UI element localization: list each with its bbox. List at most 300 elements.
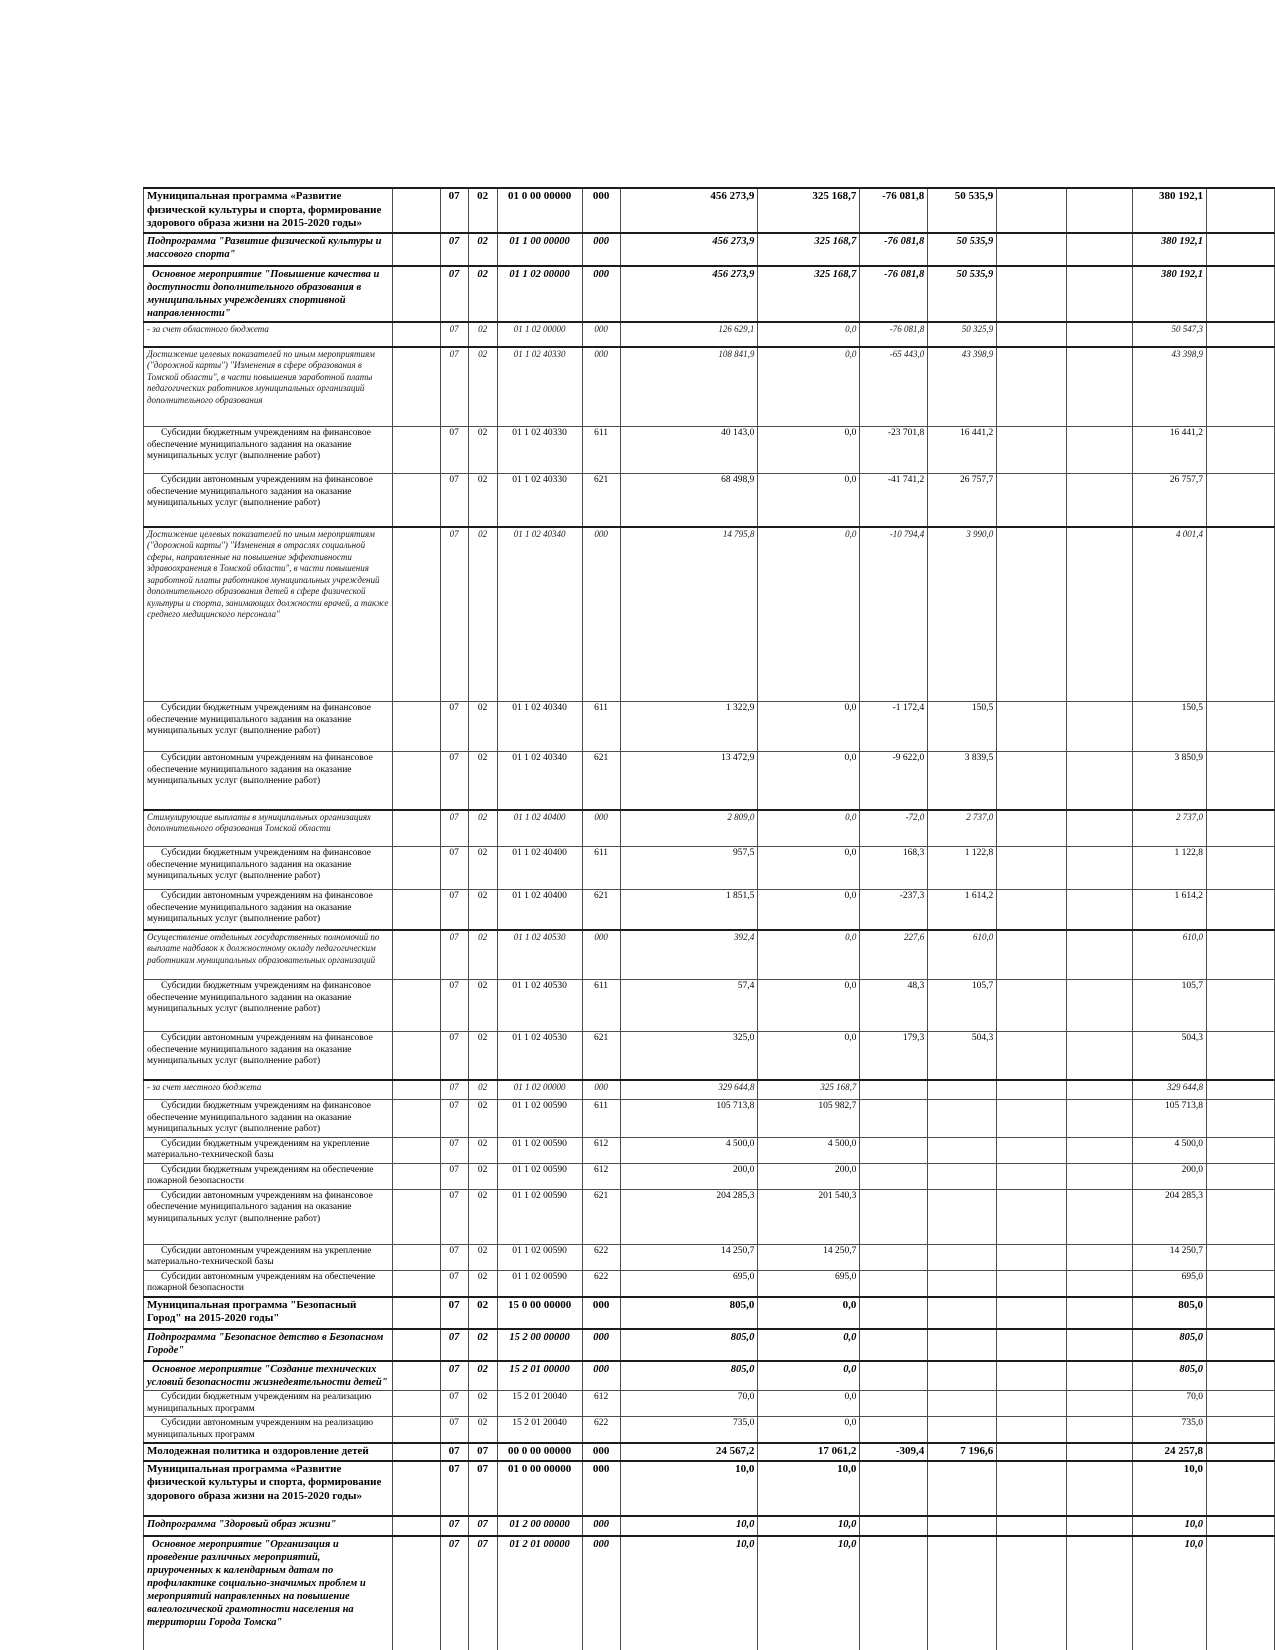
cell-blank xyxy=(392,810,440,847)
table-row xyxy=(144,527,1275,702)
cell-description: Основное мероприятие "Организация и проведение различных мероприятий, приуроченных к календарным датам по профилактике социально-значимых проблем и мероприятий направленных на повышение валеологической грамотности населения на территории Города Томска" xyxy=(144,1536,393,1650)
cell-section-code: 07 xyxy=(440,1329,468,1361)
cell-section-code: 07 xyxy=(440,1100,468,1138)
cell-amount-adjusted xyxy=(928,1189,997,1244)
cell-blank xyxy=(997,474,1067,527)
cell-expense-type-code: 000 xyxy=(582,188,620,233)
cell-amount-total: 200,0 xyxy=(1133,1163,1207,1189)
cell-blank-edge xyxy=(1206,1100,1274,1138)
cell-target-article-code: 01 2 01 00000 xyxy=(497,1536,582,1650)
cell-description: Осуществление отдельных государственных полномочий по выплате надбавок к должностному окладу педагогическим работникам муниципальных образовательных организаций xyxy=(144,930,393,980)
cell-amount-executed: 0,0 xyxy=(758,702,860,752)
cell-section-code: 07 xyxy=(440,1417,468,1444)
cell-expense-type-code: 000 xyxy=(582,233,620,266)
cell-target-article-code: 01 1 02 00590 xyxy=(497,1100,582,1138)
cell-blank xyxy=(392,1516,440,1536)
cell-subsection-code: 02 xyxy=(468,1137,497,1163)
cell-section-code: 07 xyxy=(440,1189,468,1244)
cell-amount-executed: 0,0 xyxy=(758,474,860,527)
cell-blank-edge xyxy=(1206,847,1274,890)
cell-blank xyxy=(392,322,440,347)
cell-blank xyxy=(392,188,440,233)
cell-blank xyxy=(392,427,440,474)
cell-target-article-code: 01 1 02 00590 xyxy=(497,1189,582,1244)
cell-amount-total: 805,0 xyxy=(1133,1297,1207,1329)
cell-target-article-code: 01 1 02 40400 xyxy=(497,810,582,847)
cell-blank xyxy=(1067,474,1133,527)
cell-amount-total: 380 192,1 xyxy=(1133,266,1207,322)
cell-amount-adjusted xyxy=(928,1536,997,1650)
cell-subsection-code: 02 xyxy=(468,347,497,427)
cell-amount-adjusted: 50 535,9 xyxy=(928,266,997,322)
cell-amount-total: 610,0 xyxy=(1133,930,1207,980)
cell-subsection-code: 07 xyxy=(468,1536,497,1650)
cell-blank-edge xyxy=(1206,702,1274,752)
cell-expense-type-code: 611 xyxy=(582,980,620,1032)
cell-amount-plan: 735,0 xyxy=(620,1417,758,1444)
cell-blank xyxy=(997,322,1067,347)
cell-amount-total: 1 122,8 xyxy=(1133,847,1207,890)
cell-amount-executed: 105 982,7 xyxy=(758,1100,860,1138)
cell-description: Подпрограмма "Здоровый образ жизни" xyxy=(144,1516,393,1536)
cell-amount-total: 10,0 xyxy=(1133,1536,1207,1650)
cell-expense-type-code: 621 xyxy=(582,1032,620,1080)
cell-amount-executed: 0,0 xyxy=(758,347,860,427)
cell-description: - за счет областного бюджета xyxy=(144,322,393,347)
cell-subsection-code: 02 xyxy=(468,188,497,233)
cell-target-article-code: 01 1 02 40530 xyxy=(497,930,582,980)
cell-target-article-code: 15 0 00 00000 xyxy=(497,1297,582,1329)
cell-amount-change xyxy=(860,1391,928,1417)
cell-blank xyxy=(392,1461,440,1516)
cell-section-code: 07 xyxy=(440,930,468,980)
cell-target-article-code: 01 1 02 00590 xyxy=(497,1270,582,1297)
cell-expense-type-code: 000 xyxy=(582,1461,620,1516)
cell-blank-edge xyxy=(1206,810,1274,847)
cell-amount-executed: 4 500,0 xyxy=(758,1137,860,1163)
cell-blank xyxy=(997,427,1067,474)
cell-blank xyxy=(1067,1032,1133,1080)
cell-amount-executed: 325 168,7 xyxy=(758,188,860,233)
cell-amount-plan: 1 851,5 xyxy=(620,890,758,930)
cell-blank-edge xyxy=(1206,474,1274,527)
cell-blank xyxy=(392,1100,440,1138)
cell-description: Субсидии бюджетным учреждениям на укрепление материально-технической базы xyxy=(144,1137,393,1163)
cell-subsection-code: 02 xyxy=(468,1163,497,1189)
cell-section-code: 07 xyxy=(440,1297,468,1329)
cell-amount-adjusted: 610,0 xyxy=(928,930,997,980)
cell-subsection-code: 02 xyxy=(468,1297,497,1329)
cell-description: Муниципальная программа «Развитие физической культуры и спорта, формирование здорового образа жизни на 2015-2020 годы» xyxy=(144,188,393,233)
cell-amount-change xyxy=(860,1536,928,1650)
cell-expense-type-code: 612 xyxy=(582,1163,620,1189)
cell-target-article-code: 01 2 00 00000 xyxy=(497,1516,582,1536)
cell-amount-total: 805,0 xyxy=(1133,1361,1207,1391)
cell-amount-total: 3 850,9 xyxy=(1133,752,1207,810)
cell-blank xyxy=(997,266,1067,322)
cell-target-article-code: 01 1 02 00590 xyxy=(497,1163,582,1189)
cell-blank-edge xyxy=(1206,233,1274,266)
cell-blank xyxy=(392,930,440,980)
cell-amount-adjusted: 1 122,8 xyxy=(928,847,997,890)
cell-blank-edge xyxy=(1206,1297,1274,1329)
cell-amount-total: 4 001,4 xyxy=(1133,527,1207,702)
budget-table xyxy=(143,187,1275,1650)
cell-blank xyxy=(997,1163,1067,1189)
cell-amount-change xyxy=(860,1100,928,1138)
cell-description: Достижение целевых показателей по иным мероприятиям ("дорожной карты") "Изменения в сфере образования в Томской области", в части повышения заработной платы педагогических работников муниципальных организаций дополнительного образования xyxy=(144,347,393,427)
cell-amount-executed: 0,0 xyxy=(758,890,860,930)
table-row xyxy=(144,266,1275,322)
cell-subsection-code: 02 xyxy=(468,233,497,266)
cell-blank-edge xyxy=(1206,527,1274,702)
cell-description: Молодежная политика и оздоровление детей xyxy=(144,1443,393,1461)
cell-section-code: 07 xyxy=(440,1536,468,1650)
cell-blank xyxy=(997,847,1067,890)
cell-blank-edge xyxy=(1206,1461,1274,1516)
cell-subsection-code: 02 xyxy=(468,890,497,930)
cell-section-code: 07 xyxy=(440,233,468,266)
cell-amount-change: -76 081,8 xyxy=(860,266,928,322)
cell-expense-type-code: 000 xyxy=(582,810,620,847)
cell-blank xyxy=(392,1163,440,1189)
cell-description: Субсидии автономным учреждениям на финансовое обеспечение муниципального задания на оказание муниципальных услуг (выполнение работ) xyxy=(144,1189,393,1244)
cell-section-code: 07 xyxy=(440,1080,468,1100)
cell-target-article-code: 01 1 02 40340 xyxy=(497,752,582,810)
cell-amount-executed: 14 250,7 xyxy=(758,1244,860,1270)
cell-section-code: 07 xyxy=(440,1391,468,1417)
cell-blank xyxy=(997,1391,1067,1417)
cell-section-code: 07 xyxy=(440,810,468,847)
cell-section-code: 07 xyxy=(440,1244,468,1270)
cell-description: Субсидии автономным учреждениям на финансовое обеспечение муниципального задания на оказание муниципальных услуг (выполнение работ) xyxy=(144,1032,393,1080)
cell-amount-change: -41 741,2 xyxy=(860,474,928,527)
cell-blank xyxy=(997,1080,1067,1100)
cell-blank xyxy=(1067,810,1133,847)
cell-blank xyxy=(1067,1391,1133,1417)
cell-subsection-code: 02 xyxy=(468,847,497,890)
cell-amount-change xyxy=(860,1137,928,1163)
cell-blank xyxy=(392,890,440,930)
cell-expense-type-code: 611 xyxy=(582,702,620,752)
cell-section-code: 07 xyxy=(440,474,468,527)
table-row xyxy=(144,1137,1275,1163)
cell-blank xyxy=(997,1100,1067,1138)
cell-amount-change: 168,3 xyxy=(860,847,928,890)
cell-section-code: 07 xyxy=(440,1137,468,1163)
cell-blank xyxy=(997,1032,1067,1080)
cell-amount-total: 695,0 xyxy=(1133,1270,1207,1297)
cell-amount-total: 50 547,3 xyxy=(1133,322,1207,347)
cell-target-article-code: 01 1 02 40330 xyxy=(497,474,582,527)
cell-blank xyxy=(997,1361,1067,1391)
cell-target-article-code: 01 1 02 00000 xyxy=(497,266,582,322)
cell-subsection-code: 02 xyxy=(468,427,497,474)
cell-description: Субсидии бюджетным учреждениям на финансовое обеспечение муниципального задания на оказание муниципальных услуг (выполнение работ) xyxy=(144,847,393,890)
cell-target-article-code: 01 1 02 40330 xyxy=(497,347,582,427)
cell-blank xyxy=(392,233,440,266)
cell-amount-plan: 695,0 xyxy=(620,1270,758,1297)
cell-blank xyxy=(997,980,1067,1032)
table-row xyxy=(144,427,1275,474)
cell-amount-change xyxy=(860,1297,928,1329)
cell-expense-type-code: 000 xyxy=(582,527,620,702)
cell-amount-adjusted xyxy=(928,1297,997,1329)
cell-blank xyxy=(392,1329,440,1361)
cell-blank xyxy=(392,847,440,890)
table-row xyxy=(144,1297,1275,1329)
cell-expense-type-code: 000 xyxy=(582,1297,620,1329)
cell-blank xyxy=(392,1417,440,1444)
table-row xyxy=(144,1080,1275,1100)
cell-section-code: 07 xyxy=(440,702,468,752)
cell-description: Основное мероприятие "Повышение качества и доступности дополнительного образования в муниципальных учреждениях спортивной направленности" xyxy=(144,266,393,322)
cell-target-article-code: 01 1 00 00000 xyxy=(497,233,582,266)
cell-expense-type-code: 612 xyxy=(582,1137,620,1163)
cell-target-article-code: 01 1 02 40400 xyxy=(497,847,582,890)
cell-blank xyxy=(997,1516,1067,1536)
cell-subsection-code: 02 xyxy=(468,527,497,702)
cell-description: Субсидии бюджетным учреждениям на финансовое обеспечение муниципального задания на оказание муниципальных услуг (выполнение работ) xyxy=(144,1100,393,1138)
cell-subsection-code: 02 xyxy=(468,1391,497,1417)
cell-amount-total: 10,0 xyxy=(1133,1461,1207,1516)
cell-amount-total: 26 757,7 xyxy=(1133,474,1207,527)
cell-expense-type-code: 621 xyxy=(582,1189,620,1244)
cell-amount-change: -309,4 xyxy=(860,1443,928,1461)
cell-blank-edge xyxy=(1206,188,1274,233)
cell-amount-executed: 0,0 xyxy=(758,930,860,980)
table-row xyxy=(144,1032,1275,1080)
cell-blank-edge xyxy=(1206,1163,1274,1189)
cell-blank xyxy=(392,1443,440,1461)
cell-section-code: 07 xyxy=(440,890,468,930)
cell-description: Субсидии автономным учреждениям на финансовое обеспечение муниципального задания на оказание муниципальных услуг (выполнение работ) xyxy=(144,752,393,810)
cell-blank-edge xyxy=(1206,322,1274,347)
table-row xyxy=(144,847,1275,890)
cell-amount-plan: 325,0 xyxy=(620,1032,758,1080)
cell-amount-adjusted xyxy=(928,1137,997,1163)
table-row xyxy=(144,752,1275,810)
cell-amount-adjusted xyxy=(928,1417,997,1444)
cell-amount-total: 16 441,2 xyxy=(1133,427,1207,474)
cell-amount-total: 105 713,8 xyxy=(1133,1100,1207,1138)
table-row xyxy=(144,474,1275,527)
cell-blank xyxy=(997,527,1067,702)
cell-expense-type-code: 622 xyxy=(582,1270,620,1297)
cell-amount-total: 4 500,0 xyxy=(1133,1137,1207,1163)
cell-amount-executed: 201 540,3 xyxy=(758,1189,860,1244)
cell-blank xyxy=(1067,233,1133,266)
cell-amount-plan: 108 841,9 xyxy=(620,347,758,427)
cell-subsection-code: 02 xyxy=(468,1361,497,1391)
cell-amount-executed: 325 168,7 xyxy=(758,233,860,266)
cell-description: - за счет местного бюджета xyxy=(144,1080,393,1100)
table-row xyxy=(144,1516,1275,1536)
cell-blank xyxy=(1067,188,1133,233)
cell-target-article-code: 01 0 00 00000 xyxy=(497,188,582,233)
cell-blank xyxy=(997,810,1067,847)
cell-blank-edge xyxy=(1206,427,1274,474)
cell-amount-adjusted: 150,5 xyxy=(928,702,997,752)
cell-amount-change xyxy=(860,1361,928,1391)
cell-amount-adjusted xyxy=(928,1163,997,1189)
cell-blank xyxy=(1067,890,1133,930)
cell-amount-total: 70,0 xyxy=(1133,1391,1207,1417)
cell-amount-executed: 0,0 xyxy=(758,752,860,810)
cell-amount-adjusted xyxy=(928,1329,997,1361)
cell-amount-total: 380 192,1 xyxy=(1133,188,1207,233)
cell-blank xyxy=(1067,266,1133,322)
cell-expense-type-code: 000 xyxy=(582,1443,620,1461)
cell-blank xyxy=(1067,930,1133,980)
cell-blank xyxy=(1067,1297,1133,1329)
cell-blank xyxy=(392,980,440,1032)
cell-blank xyxy=(1067,1417,1133,1444)
cell-blank xyxy=(392,1244,440,1270)
cell-description: Субсидии бюджетным учреждениям на реализацию муниципальных программ xyxy=(144,1391,393,1417)
cell-blank xyxy=(1067,1137,1133,1163)
cell-amount-executed: 0,0 xyxy=(758,1391,860,1417)
cell-amount-plan: 805,0 xyxy=(620,1329,758,1361)
cell-amount-plan: 40 143,0 xyxy=(620,427,758,474)
cell-blank xyxy=(997,1329,1067,1361)
cell-blank xyxy=(997,930,1067,980)
cell-amount-plan: 204 285,3 xyxy=(620,1189,758,1244)
cell-amount-executed: 0,0 xyxy=(758,847,860,890)
cell-amount-total: 380 192,1 xyxy=(1133,233,1207,266)
cell-expense-type-code: 621 xyxy=(582,752,620,810)
cell-description: Субсидии бюджетным учреждениям на финансовое обеспечение муниципального задания на оказание муниципальных услуг (выполнение работ) xyxy=(144,702,393,752)
cell-blank xyxy=(997,1297,1067,1329)
cell-amount-total: 2 737,0 xyxy=(1133,810,1207,847)
cell-amount-executed: 0,0 xyxy=(758,1361,860,1391)
cell-amount-plan: 68 498,9 xyxy=(620,474,758,527)
cell-amount-adjusted: 50 535,9 xyxy=(928,188,997,233)
cell-amount-executed: 0,0 xyxy=(758,322,860,347)
cell-blank-edge xyxy=(1206,1417,1274,1444)
cell-description: Субсидии бюджетным учреждениям на финансовое обеспечение муниципального задания на оказание муниципальных услуг (выполнение работ) xyxy=(144,980,393,1032)
cell-blank-edge xyxy=(1206,752,1274,810)
cell-target-article-code: 15 2 01 00000 xyxy=(497,1361,582,1391)
cell-blank-edge xyxy=(1206,1516,1274,1536)
cell-description: Субсидии бюджетным учреждениям на финансовое обеспечение муниципального задания на оказание муниципальных услуг (выполнение работ) xyxy=(144,427,393,474)
cell-subsection-code: 02 xyxy=(468,1244,497,1270)
cell-description: Субсидии бюджетным учреждениям на обеспечение пожарной безопасности xyxy=(144,1163,393,1189)
cell-blank xyxy=(392,1391,440,1417)
cell-blank xyxy=(392,702,440,752)
cell-blank xyxy=(1067,527,1133,702)
cell-expense-type-code: 612 xyxy=(582,1391,620,1417)
cell-blank xyxy=(392,1189,440,1244)
cell-blank xyxy=(392,527,440,702)
cell-subsection-code: 02 xyxy=(468,1080,497,1100)
cell-amount-plan: 4 500,0 xyxy=(620,1137,758,1163)
cell-blank xyxy=(997,233,1067,266)
cell-description: Стимулирующие выплаты в муниципальных организациях дополнительного образования Томской области xyxy=(144,810,393,847)
cell-amount-adjusted xyxy=(928,1244,997,1270)
cell-amount-total: 24 257,8 xyxy=(1133,1443,1207,1461)
cell-blank xyxy=(392,1080,440,1100)
cell-blank xyxy=(392,474,440,527)
cell-amount-plan: 329 644,8 xyxy=(620,1080,758,1100)
cell-subsection-code: 02 xyxy=(468,1032,497,1080)
cell-amount-executed: 325 168,7 xyxy=(758,266,860,322)
table-row xyxy=(144,1270,1275,1297)
cell-section-code: 07 xyxy=(440,188,468,233)
cell-amount-adjusted: 3 990,0 xyxy=(928,527,997,702)
table-row xyxy=(144,810,1275,847)
cell-blank xyxy=(997,1189,1067,1244)
cell-blank xyxy=(997,702,1067,752)
cell-amount-change: -9 622,0 xyxy=(860,752,928,810)
table-row xyxy=(144,1244,1275,1270)
cell-expense-type-code: 622 xyxy=(582,1417,620,1444)
cell-blank-edge xyxy=(1206,1536,1274,1650)
cell-amount-change xyxy=(860,1417,928,1444)
table-row xyxy=(144,188,1275,233)
cell-amount-total: 805,0 xyxy=(1133,1329,1207,1361)
cell-amount-adjusted: 504,3 xyxy=(928,1032,997,1080)
cell-blank xyxy=(392,347,440,427)
cell-blank xyxy=(1067,427,1133,474)
table-row xyxy=(144,980,1275,1032)
cell-amount-change: 179,3 xyxy=(860,1032,928,1080)
cell-expense-type-code: 621 xyxy=(582,890,620,930)
cell-target-article-code: 15 2 01 20040 xyxy=(497,1417,582,1444)
table-row xyxy=(144,890,1275,930)
cell-blank xyxy=(1067,1361,1133,1391)
cell-blank xyxy=(997,1443,1067,1461)
cell-section-code: 07 xyxy=(440,1443,468,1461)
cell-blank xyxy=(1067,322,1133,347)
cell-blank xyxy=(1067,1270,1133,1297)
cell-amount-adjusted: 3 839,5 xyxy=(928,752,997,810)
cell-amount-executed: 0,0 xyxy=(758,1297,860,1329)
cell-expense-type-code: 000 xyxy=(582,1329,620,1361)
cell-blank xyxy=(392,1536,440,1650)
cell-amount-total: 43 398,9 xyxy=(1133,347,1207,427)
cell-amount-executed: 10,0 xyxy=(758,1536,860,1650)
cell-amount-executed: 0,0 xyxy=(758,427,860,474)
cell-subsection-code: 02 xyxy=(468,702,497,752)
cell-target-article-code: 01 1 02 40400 xyxy=(497,890,582,930)
table-row xyxy=(144,1361,1275,1391)
cell-section-code: 07 xyxy=(440,752,468,810)
cell-amount-executed: 325 168,7 xyxy=(758,1080,860,1100)
table-row xyxy=(144,233,1275,266)
cell-amount-total: 14 250,7 xyxy=(1133,1244,1207,1270)
cell-blank xyxy=(1067,1516,1133,1536)
cell-blank-edge xyxy=(1206,980,1274,1032)
cell-target-article-code: 01 1 02 40340 xyxy=(497,702,582,752)
cell-target-article-code: 01 1 02 00000 xyxy=(497,322,582,347)
cell-blank xyxy=(1067,1244,1133,1270)
cell-amount-adjusted: 105,7 xyxy=(928,980,997,1032)
cell-amount-total: 150,5 xyxy=(1133,702,1207,752)
cell-amount-executed: 0,0 xyxy=(758,1329,860,1361)
cell-subsection-code: 02 xyxy=(468,1100,497,1138)
cell-blank xyxy=(1067,1443,1133,1461)
cell-amount-change: 48,3 xyxy=(860,980,928,1032)
cell-amount-plan: 126 629,1 xyxy=(620,322,758,347)
cell-amount-change: 227,6 xyxy=(860,930,928,980)
cell-expense-type-code: 000 xyxy=(582,930,620,980)
cell-amount-change xyxy=(860,1244,928,1270)
cell-amount-executed: 0,0 xyxy=(758,527,860,702)
cell-section-code: 07 xyxy=(440,347,468,427)
cell-blank xyxy=(997,1270,1067,1297)
cell-target-article-code: 01 1 02 00590 xyxy=(497,1137,582,1163)
